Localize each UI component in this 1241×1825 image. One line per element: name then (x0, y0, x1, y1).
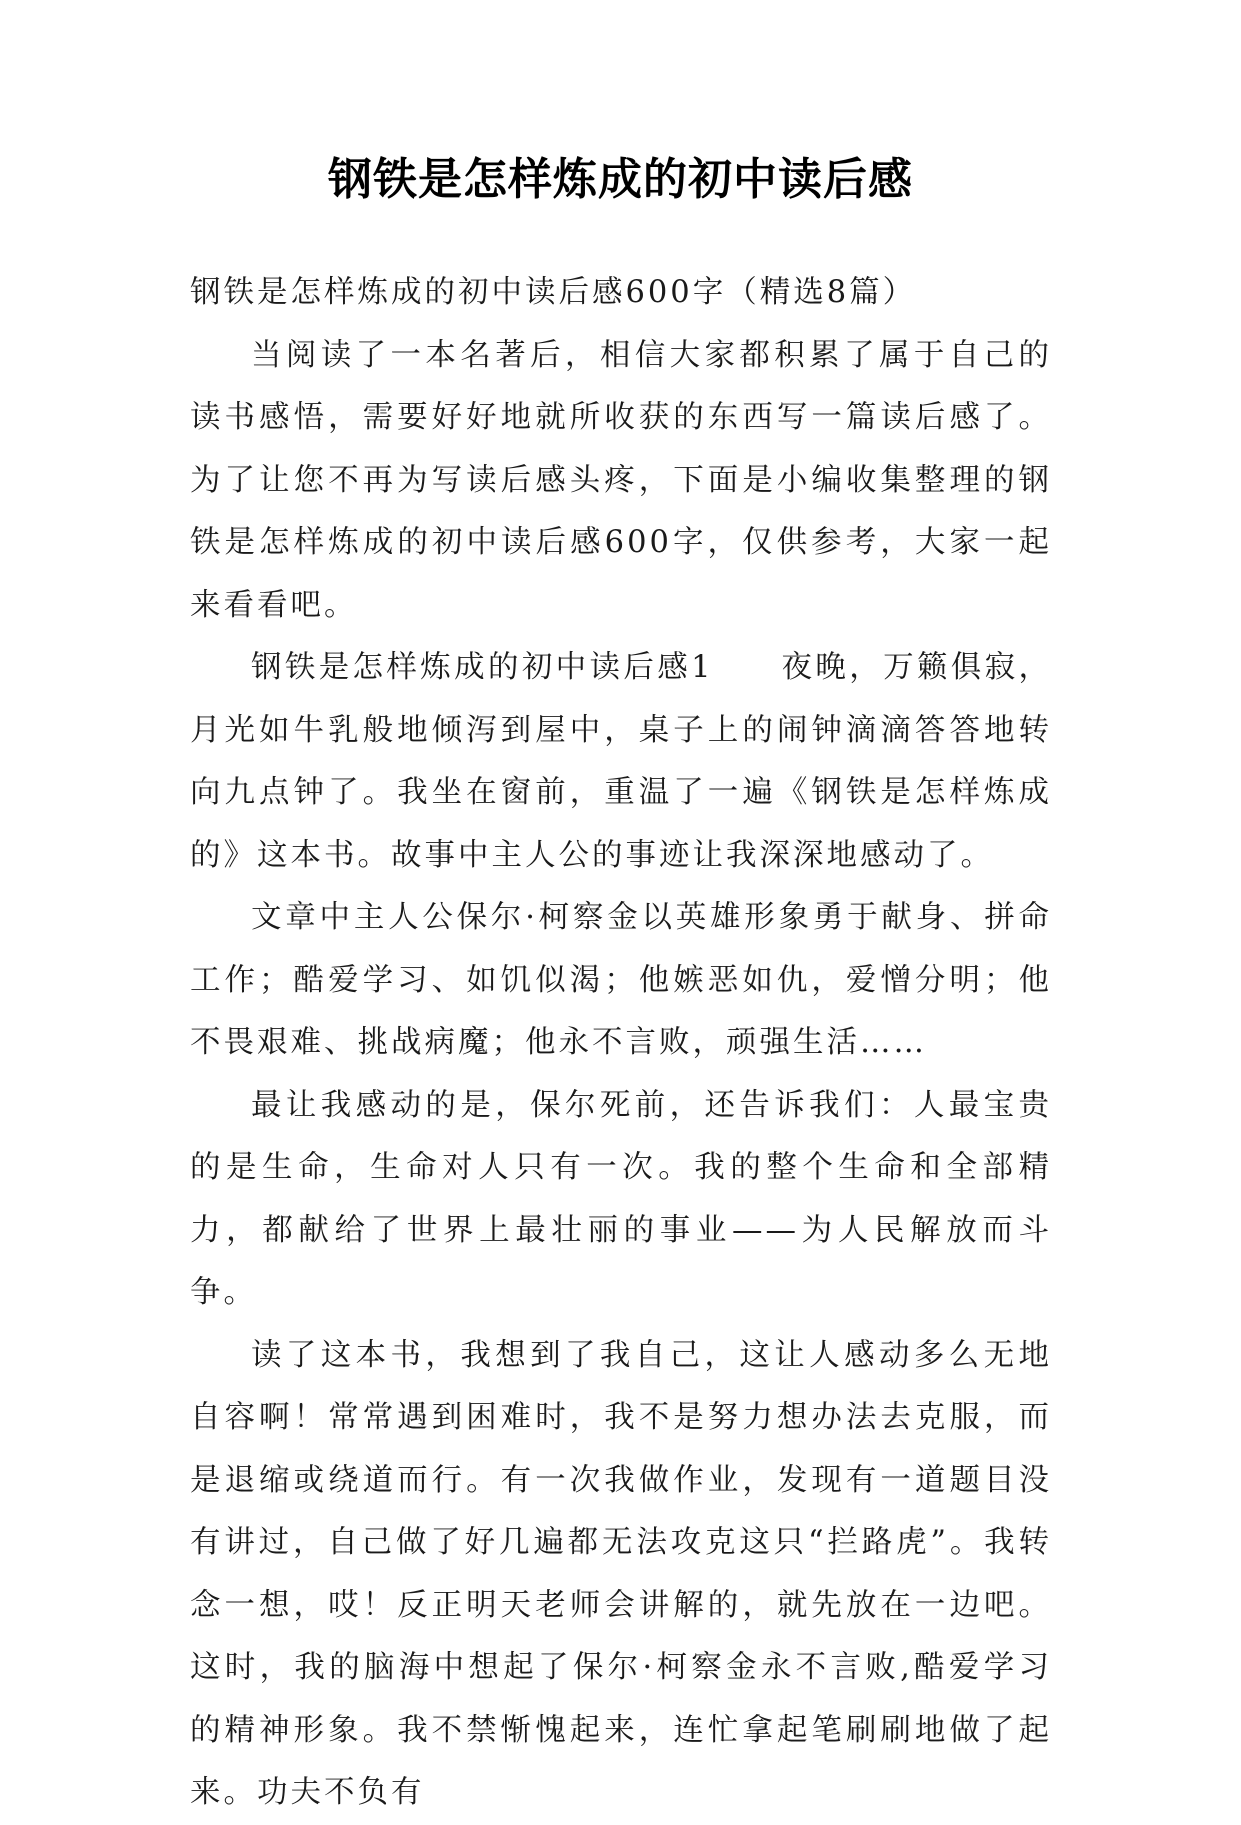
paragraph-most-moving: 最让我感动的是，保尔死前，还告诉我们：人最宝贵的是生命，生命对人只有一次。我的整个生命和全部精力，都献给了世界上最壮丽的事业——为人民解放而斗争。 (190, 1087, 1052, 1310)
document-body (190, 262, 1052, 1825)
document-title: 钢铁是怎样炼成的初中读后感 (328, 154, 913, 205)
paragraph-essay-1-opening: 钢铁是怎样炼成的初中读后感1 夜晚，万籁俱寂，月光如牛乳般地倾泻到屋中，桌子上的闹钟滴滴答答地转向九点钟了。我坐在窗前，重温了一遍《钢铁是怎样炼成的》这本书。故事中主人公的事迹让我深深地感动了。 (190, 650, 1052, 873)
paragraph-intro: 当阅读了一本名著后，相信大家都积累了属于自己的读书感悟，需要好好地就所收获的东西写一篇读后感了。为了让您不再为写读后感头疼，下面是小编收集整理的钢铁是怎样炼成的初中读后感600字，仅供参考，大家一起来看看吧。 (190, 337, 1052, 623)
document-subtitle: 钢铁是怎样炼成的初中读后感600字（精选8篇） (190, 275, 917, 310)
paragraph-reflection: 读了这本书，我想到了我自己，这让人感动多么无地自容啊！常常遇到困难时，我不是努力想办法去克服，而是退缩或绕道而行。有一次我做作业，发现有一道题目没有讲过，自己做了好几遍都无法攻克这只“拦路虎”。我转念一想，哎！反正明天老师会讲解的，就先放在一边吧。这时，我的脑海中想起了保尔·柯察金永不言败,酷爱学习的精神形象。我不禁惭愧起来，连忙拿起笔刷刷地做了起来。功夫不负有 (190, 1337, 1052, 1810)
paragraph-protagonist: 文章中主人公保尔·柯察金以英雄形象勇于献身、拼命工作；酷爱学习、如饥似渴；他嫉恶如仇，爱憎分明；他不畏艰难、挑战病魔；他永不言败，顽强生活…… (190, 900, 1052, 1060)
